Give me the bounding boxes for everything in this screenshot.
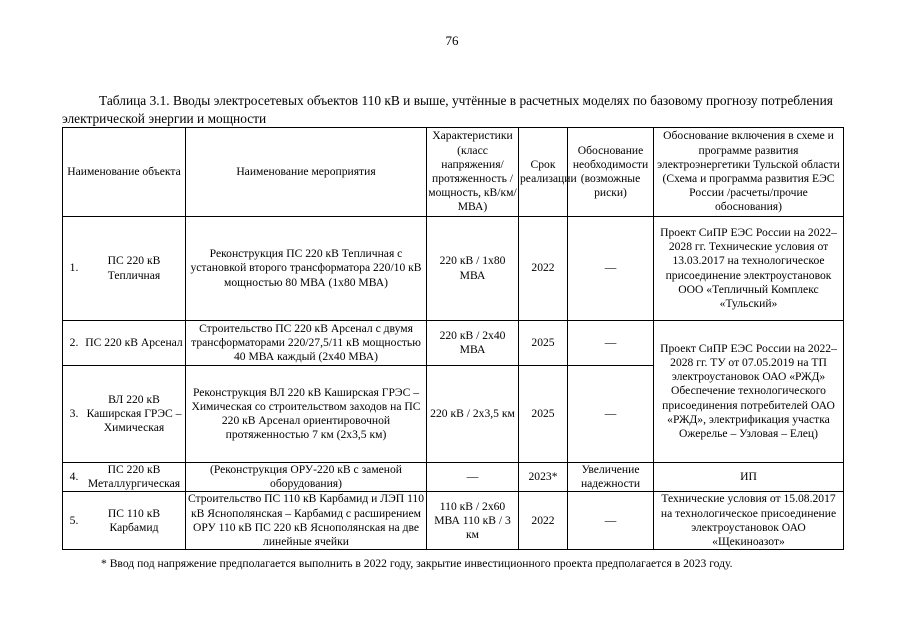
object-name: ВЛ 220 кВ Каширская ГРЭС – Химическая: [86, 392, 182, 435]
header-inclusion: Обоснование включения в схеме и программе развития электроэнергетики Тульской области (Схема и программа развития ЕЭС России /расчеты/прочие обоснования): [654, 128, 844, 217]
investment-table: [62, 127, 844, 550]
measure-cell: Строительство ПС 220 кВ Арсенал с двумя трансформаторами 220/27,5/11 кВ мощностью 40 МВА каждый (2х40 МВА): [186, 321, 427, 366]
object-cell: [63, 492, 186, 550]
characteristics-cell: 220 кВ / 2х3,5 км: [427, 366, 519, 463]
measure-cell: Строительство ПС 110 кВ Карбамид и ЛЭП 110 кВ Яснополянская – Карбамид с расширением ОРУ 110 кВ ПС 220 кВ Яснополянская на две линейные ячейки: [186, 492, 427, 550]
table-row: [63, 321, 844, 366]
row-number: 1.: [69, 261, 79, 275]
object-cell: [63, 463, 186, 492]
necessity-cell: —: [568, 217, 654, 321]
inclusion-cell: ИП: [654, 463, 844, 492]
table-row: [63, 463, 844, 492]
header-object: Наименование объекта: [63, 128, 186, 217]
table-header-row: [63, 128, 844, 217]
necessity-cell: —: [568, 492, 654, 550]
table-row: [63, 492, 844, 550]
row-number: 3.: [69, 406, 79, 420]
header-necessity: Обоснование необходимости (возможные риски): [568, 128, 654, 217]
table-caption: Таблица 3.1. Вводы электросетевых объектов 110 кВ и выше, учтённые в расчетных моделях по базовому прогнозу потребления электрической энергии и мощности: [62, 93, 833, 126]
necessity-cell: —: [568, 321, 654, 366]
measure-cell: Реконструкция ВЛ 220 кВ Каширская ГРЭС – Химическая со строительством заходов на ПС 220 кВ Арсенал ориентировочной протяженностью 7 км (2х3,5 км): [186, 366, 427, 463]
measure-cell: Реконструкция ПС 220 кВ Тепличная с установкой второго трансформатора 220/10 кВ мощностью 80 МВА (1х80 МВА): [186, 217, 427, 321]
object-name: ПС 220 кВ Тепличная: [107, 254, 161, 282]
page-number: 76: [445, 33, 459, 48]
table-row: [63, 217, 844, 321]
header-characteristics: Характеристики (класс напряжения/ протяженность /мощность, кВ/км/МВА): [427, 128, 519, 217]
object-name: ПС 220 кВ Арсенал: [85, 335, 183, 349]
measure-cell: (Реконструкция ОРУ-220 кВ с заменой оборудования): [186, 463, 427, 492]
characteristics-cell: 220 кВ / 1х80 МВА: [427, 217, 519, 321]
footnote: * Ввод под напряжение предполагается выполнить в 2022 году, закрытие инвестиционного проекта предполагается в 2023 году.: [101, 557, 733, 570]
necessity-cell: —: [568, 366, 654, 463]
row-number: 5.: [69, 513, 79, 527]
inclusion-cell: Технические условия от 15.08.2017 на технологическое присоединение электроустановок ОАО «Щекиноазот»: [654, 492, 844, 550]
object-cell: [63, 321, 186, 366]
header-term: Срок реализации: [519, 128, 568, 217]
necessity-cell: Увеличение надежности: [568, 463, 654, 492]
term-cell: 2023*: [519, 463, 568, 492]
term-cell: 2022: [519, 492, 568, 550]
header-measure: Наименование мероприятия: [186, 128, 427, 217]
term-cell: 2025: [519, 366, 568, 463]
row-number: 2.: [69, 335, 79, 349]
characteristics-cell: —: [427, 463, 519, 492]
inclusion-cell: Проект СиПР ЕЭС России на 2022–2028 гг. Технические условия от 13.03.2017 на технологическое присоединение электроустановок ООО «Тепличный Комплекс «Тульский»: [654, 217, 844, 321]
characteristics-cell: 110 кВ / 2х60 МВА 110 кВ / 3 км: [427, 492, 519, 550]
term-cell: 2022: [519, 217, 568, 321]
inclusion-cell: Проект СиПР ЕЭС России на 2022–2028 гг. ТУ от 07.05.2019 на ТП электроустановок ОАО «РЖД» Обеспечение технологического присоединения потребителей ОАО «РЖД», электрификация участка Ожерелье – Узловая – Елец): [654, 321, 844, 463]
object-name: ПС 220 кВ Металлургическая: [87, 463, 181, 491]
row-number: 4.: [69, 470, 79, 484]
object-name: ПС 110 кВ Карбамид: [107, 506, 161, 534]
term-cell: 2025: [519, 321, 568, 366]
object-cell: [63, 217, 186, 321]
object-cell: [63, 366, 186, 463]
characteristics-cell: 220 кВ / 2х40 МВА: [427, 321, 519, 366]
